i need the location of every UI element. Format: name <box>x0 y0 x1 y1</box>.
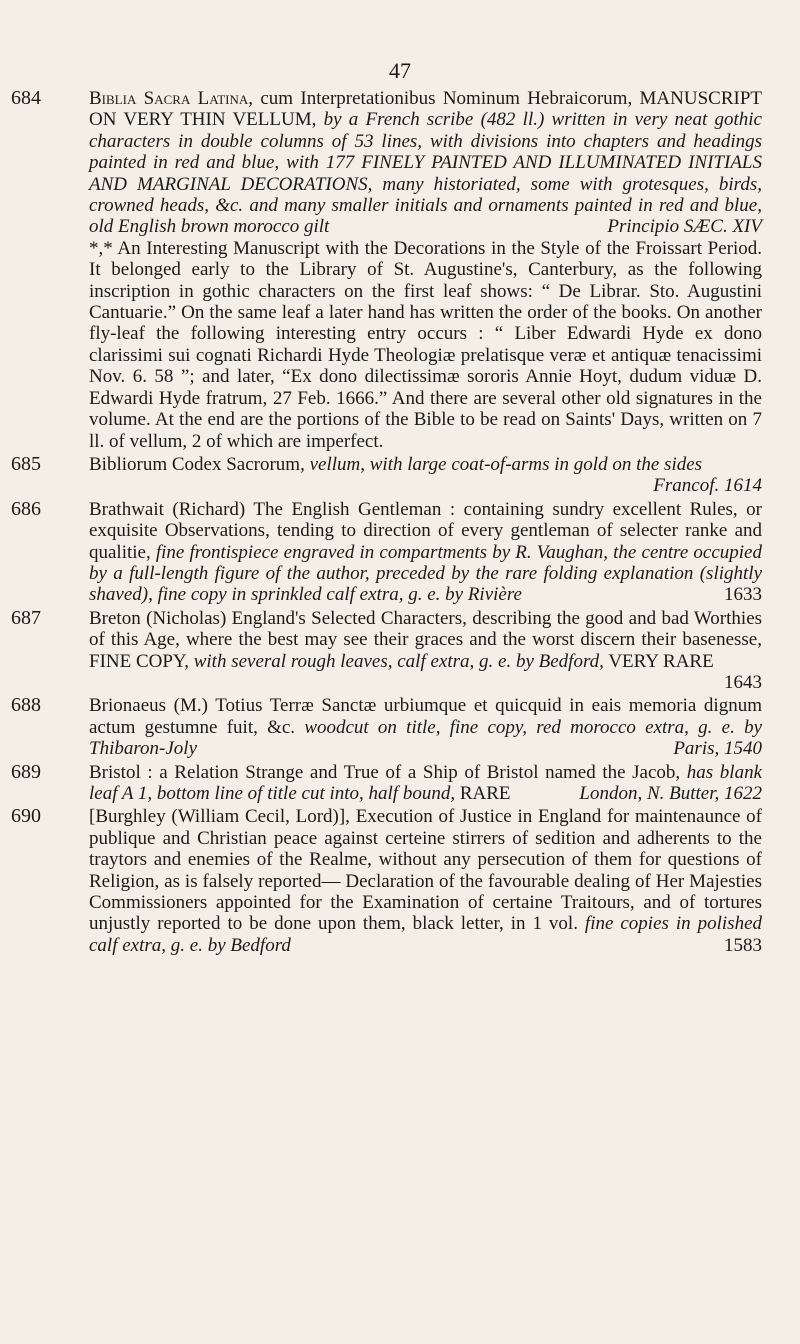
list-item <box>0 88 800 238</box>
entry-date: Principio SÆC. XIV <box>607 216 762 238</box>
entry-heading: Brathwait (Richard) <box>89 498 246 520</box>
entry-date: Paris, 1540 <box>673 738 762 760</box>
entry-note: *,* An Interesting Manuscript with the Decorations in the Style of the Froissart Period. It belonged early to the Library of St. Augustine's, Canterbury, as the following inscription in gothic characters on the first leaf shows: “ De Librar. Sto. Augustini Cantuarie.” On the same leaf a later hand has written the order of the books. On another fly-leaf the following interesting entry occurs : “ Liber Edwardi Hyde ex dono clarissimi sui cognati Richardi Hyde Theologiæ prelatisque veræ et antiquæ tenacissimi Nov. 6. 58 ”; and later, “Ex dono dilectissimæ sororis Annie Hoyt, dudum viduæ D. Edwardi Hyde fratrum, 27 Feb. 1666.” And there are several other old signatures in the volume. At the end are the portions of the Bible to be read on Saints' Days, written on 7 ll. of vellum, 2 of which are imperfect. <box>89 237 762 452</box>
entry-date: 1633 <box>724 584 762 606</box>
lot-number: 690 <box>11 805 41 828</box>
list-item <box>0 806 800 956</box>
entry-description: fine frontispiece engraved in compartments by R. Vaughan, the centre occupied by a full-length figure of the author, preceded by the rare folding explanation (slightly shaved), fine copy in sprinkled calf extra, g. e. by Rivière <box>89 541 762 606</box>
entry-tail: RARE <box>459 783 511 804</box>
lot-number: 686 <box>11 497 41 520</box>
entry-description: fine copies in polished calf extra, g. e. by Bedford <box>89 913 762 956</box>
entry-text: Execution of Justice in England for maintenaunce of publique and Christian peace against certeine stirrers of sedition and adherents to the traytors and enemies of the Realme, without any persecution of them for questions of Religion, as is falsely reported— Declaration of the favourable dealing of Her Majesties Commissioners appointed for the Examination of certaine Traitours, and of tortures unjustly reported to be done upon them, black letter, in 1 vol. <box>89 806 763 935</box>
entry-list <box>0 88 800 956</box>
lot-number: 687 <box>11 606 41 629</box>
entry-heading: Biblia Sacra Latina, <box>89 88 254 109</box>
entry-description: with several rough leaves, calf extra, g. e. by Bedford, <box>193 650 604 672</box>
lot-number: 685 <box>11 452 41 475</box>
list-item <box>0 695 800 759</box>
entry-heading: [Burghley (William Cecil, Lord)], <box>89 806 350 828</box>
entry-text: England's Selected Characters, describing the good and bad Worthies of this Age, where the best may see their graces and the worst discern their basenesse, FINE COPY, <box>89 607 763 672</box>
list-item <box>0 608 800 694</box>
entry-text: cum Interpretationibus Nominum Hebraicorum, MANUSCRIPT ON VERY THIN VELLUM, <box>89 88 762 131</box>
entry-description: by a French scribe (482 ll.) written in very neat gothic characters in double columns of 53 lines, with divisions into chapters and headings painted in red and blue, with 177 FINELY PAINTED AND ILLUMINATED INITIALS AND MARGINAL DECORATIONS, many historiated, some with grotesques, birds, crowned heads, &c. and many smaller initials and ornaments painted in red and blue, old English brown morocco gilt <box>89 109 762 238</box>
entry-heading: Breton (Nicholas) <box>89 607 227 629</box>
lot-number: 688 <box>11 694 41 717</box>
entry-description: woodcut on title, fine copy, red morocco extra, g. e. by Thibaron-Joly <box>89 716 763 760</box>
entry-description: vellum, with large coat-of-arms in gold on the sides <box>309 453 703 475</box>
page-number: 47 <box>389 58 411 83</box>
entry-date: London, N. Butter, 1622 <box>579 783 762 804</box>
list-item <box>0 762 800 805</box>
entry-text: a Relation Strange and True of a Ship of Bristol named the Jacob, <box>159 761 681 783</box>
lot-number: 684 <box>11 87 41 109</box>
entry-date: 1583 <box>724 934 762 956</box>
entry-date: Francof. 1614 <box>653 475 762 497</box>
entry-heading: Brionaeus (M.) <box>89 695 208 717</box>
entry-text: Totius Terræ Sanctæ urbiumque et quicquid in eais memoria dignum actum gestumne fuit, &c. <box>89 695 762 738</box>
entry-text: The English Gentleman : containing sundry excellent Rules, or exquisite Observations, tending to direction of every gentleman of selecter ranke and qualitie, <box>89 498 762 563</box>
list-item <box>0 454 800 497</box>
entry-description: has blank leaf A 1, bottom line of title cut into, half bound, <box>89 761 763 804</box>
lot-number: 689 <box>11 760 41 783</box>
entry-date: 1643 <box>724 671 762 693</box>
entry-heading: Bristol : <box>89 761 153 783</box>
entry-heading: Bibliorum Codex Sacrorum, <box>89 453 305 475</box>
entry-tail: VERY RARE <box>608 650 714 672</box>
list-item <box>0 499 800 606</box>
